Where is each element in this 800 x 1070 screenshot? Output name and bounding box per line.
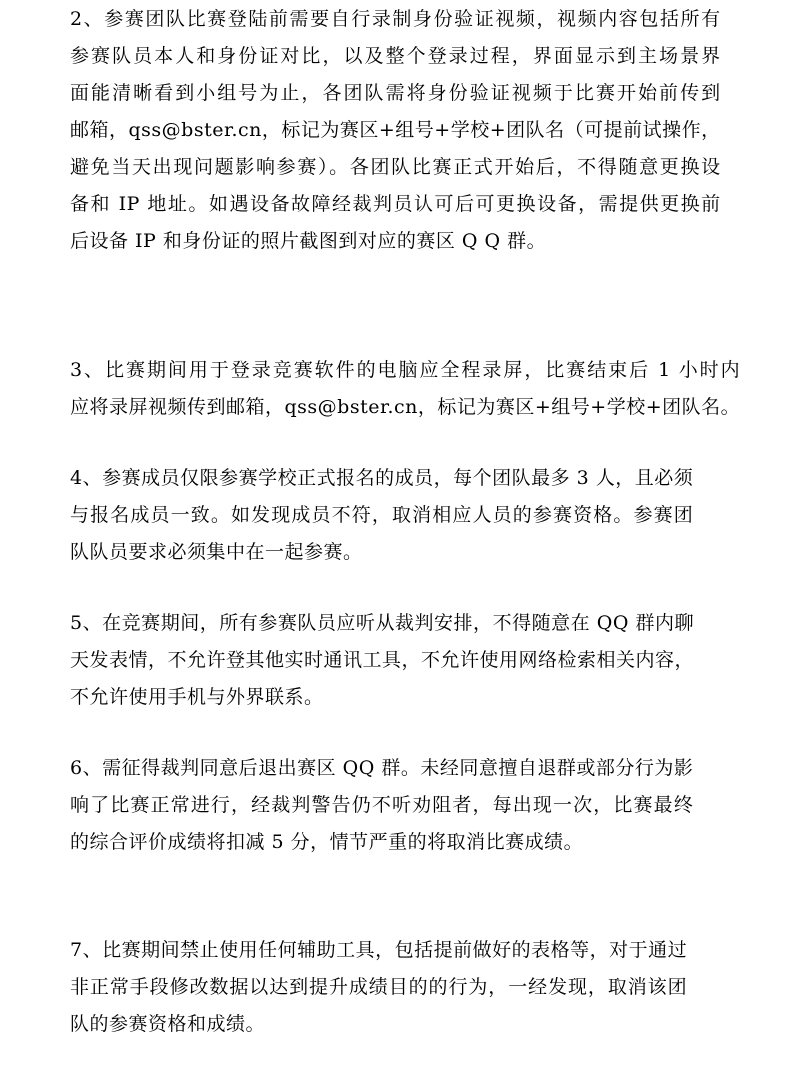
rule-4-paragraph <box>70 460 693 571</box>
rule-2-line-1: 2、参赛团队比赛登陆前需要自行录制身份验证视频，视频内容包括所有 <box>70 8 721 30</box>
rule-6-line-2: 响了比赛正常进行，经裁判警告仍不听劝阻者，每出现一次，比赛最终 <box>70 794 694 816</box>
rule-6-line-3: 的综合评价成绩将扣减 5 分，情节严重的将取消比赛成绩。 <box>70 831 584 853</box>
rule-3-paragraph <box>70 352 740 426</box>
rule-2-line-6: 备和 IP 地址。如遇设备故障经裁判员认可后可更换设备，需提供更换前 <box>70 193 721 215</box>
rule-5-line-1: 5、在竞赛期间，所有参赛队员应听从裁判安排，不得随意在 QQ 群内聊 <box>70 612 695 634</box>
rule-2-line-5: 避免当天出现问题影响参赛）。各团队比赛正式开始后，不得随意更换设 <box>70 156 721 178</box>
rule-7-line-3: 队的参赛资格和成绩。 <box>70 1013 266 1035</box>
rule-7-paragraph <box>70 932 687 1043</box>
rule-5-paragraph <box>70 605 694 716</box>
rule-6-line-1: 6、需征得裁判同意后退出赛区 QQ 群。未经同意擅自退群或部分行为影 <box>70 757 694 779</box>
rule-4-line-1: 4、参赛成员仅限参赛学校正式报名的成员，每个团队最多 3 人，且必须 <box>70 467 694 489</box>
rule-3-line-2: 应将录屏视频传到邮箱，qss@bster.cn，标记为赛区+组号+学校+团队名。 <box>70 396 741 418</box>
rule-5-line-2: 天发表情，不允许登其他实时通讯工具，不允许使用网络检索相关内容， <box>70 649 695 671</box>
rule-2-line-3: 面能清晰看到小组号为止，各团队需将身份验证视频于比赛开始前传到 <box>70 82 721 104</box>
rule-3-line-1: 3、比赛期间用于登录竞赛软件的电脑应全程录屏，比赛结束后 1 小时内 <box>70 359 741 381</box>
rule-4-line-3: 队队员要求必须集中在一起参赛。 <box>70 541 363 563</box>
rule-2-paragraph <box>70 1 721 260</box>
rule-4-line-2: 与报名成员一致。如发现成员不符，取消相应人员的参赛资格。参赛团 <box>70 504 694 526</box>
rule-7-line-1: 7、比赛期间禁止使用任何辅助工具，包括提前做好的表格等，对于通过 <box>70 939 688 961</box>
rule-5-line-3: 不允许使用手机与外界联系。 <box>70 686 324 708</box>
rule-2-line-7: 后设备 IP 和身份证的照片截图到对应的赛区 Q Q 群。 <box>70 230 547 252</box>
rule-7-line-2: 非正常手段修改数据以达到提升成绩目的的行为，一经发现，取消该团 <box>70 976 688 998</box>
rule-6-paragraph <box>70 750 693 861</box>
rule-2-line-2: 参赛队员本人和身份证对比，以及整个登录过程，界面显示到主场景界 <box>70 45 721 67</box>
rule-2-line-4: 邮箱，qss@bster.cn，标记为赛区+组号+学校+团队名（可提前试操作， <box>70 119 721 141</box>
